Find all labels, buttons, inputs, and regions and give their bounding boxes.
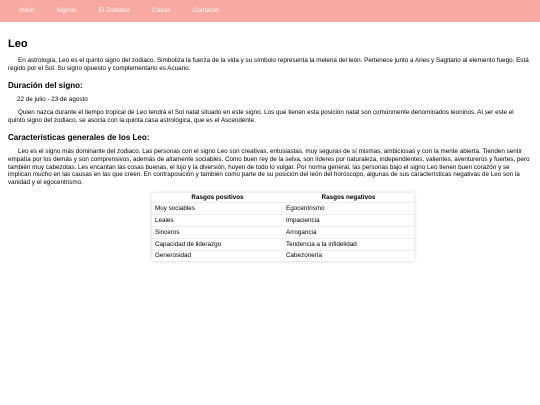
positive-trait-cell: Leales <box>152 214 283 226</box>
traits-container <box>8 193 532 261</box>
positive-trait-cell: Generosidad <box>152 250 283 261</box>
nav-link-contacto[interactable]: Contacto <box>192 7 219 14</box>
negative-trait-cell: Cabezonería <box>283 250 414 261</box>
table-row <box>152 202 414 214</box>
page-title: Leo <box>8 38 28 50</box>
navbar <box>0 0 540 22</box>
table-row <box>152 238 414 250</box>
characteristics-heading: Características generales de los Leo: <box>8 132 150 142</box>
nav-link-signos[interactable]: Signos <box>56 7 77 14</box>
duration-paragraph: Quien nazca durante el tiempo tropical de Leo tendrá el Sol natal situado en este signo. Los que tienen esta posición natal son comúnmente denominados leoninos. Al ser este el quinto signo del zodiaco, se asocia con la quinta casa astrológica, que es el Ascendente. <box>8 109 514 125</box>
main-content <box>0 38 540 261</box>
positive-trait-cell: Sinceros <box>152 226 283 238</box>
duration-heading: Duración del signo: <box>8 80 83 90</box>
positive-trait-cell: Capacidad de liderazgo <box>152 238 283 250</box>
nav-link-casas[interactable]: Casas <box>151 7 171 14</box>
table-row <box>152 226 414 238</box>
negative-traits-header: Rasgos negativos <box>321 193 376 201</box>
positive-trait-cell: Muy sociables <box>152 202 283 214</box>
positive-traits-header: Rasgos positivos <box>191 193 244 201</box>
traits-header-row <box>152 193 414 203</box>
negative-trait-cell: Arrogancia <box>283 226 414 238</box>
characteristics-paragraph: Leo es el signo más dominante del zodiaco. Las personas con el signo Leo son creativas, entusiastas, muy seguras de sí mismas, ambiciosas y con la mente abierta. Tienden sentir empatía por los demás y son comprensivos, además de altamente sociables. Como buen rey de la selva, son líderes por naturaleza, independientes, valientes, aventureros y fuertes, pero también muy cabezotas. Les encantan las cosas buenas, el lujo y la diversión, huyen de todo lo vulgar. Por norma general, las personas bajo el signo Leo tienen buen corazón y se implican mucho en las causas en las que creen. En contraposición y también como parte de su posición del león del horóscopo, algunas de sus características negativas de Leo son la vanidad y el egocentrismo. <box>8 147 530 187</box>
negative-trait-cell: Impaciencia <box>283 214 414 226</box>
intro-paragraph: En astrología, Leo es el quinto signo del zodiaco. Simboliza la fuerza de la vida y su símbolo representa la melena del león. Pertenece junto a Aries y Sagitario al elemento fuego. Está regido por el Sol. Su signo opuesto y complementario es Acuario. <box>8 57 529 72</box>
traits-table <box>152 193 414 261</box>
table-row <box>152 214 414 226</box>
table-row <box>152 250 414 261</box>
negative-trait-cell: Egocentrismo <box>283 202 414 214</box>
sign-dates: 22 de julio - 23 de agosto <box>17 95 88 103</box>
nav-link-el-zodiaco[interactable]: El Zodiaco <box>98 7 130 14</box>
negative-trait-cell: Tendencia a la infidelidad <box>283 238 414 250</box>
nav-link-inicio[interactable]: Inicio <box>19 7 35 14</box>
